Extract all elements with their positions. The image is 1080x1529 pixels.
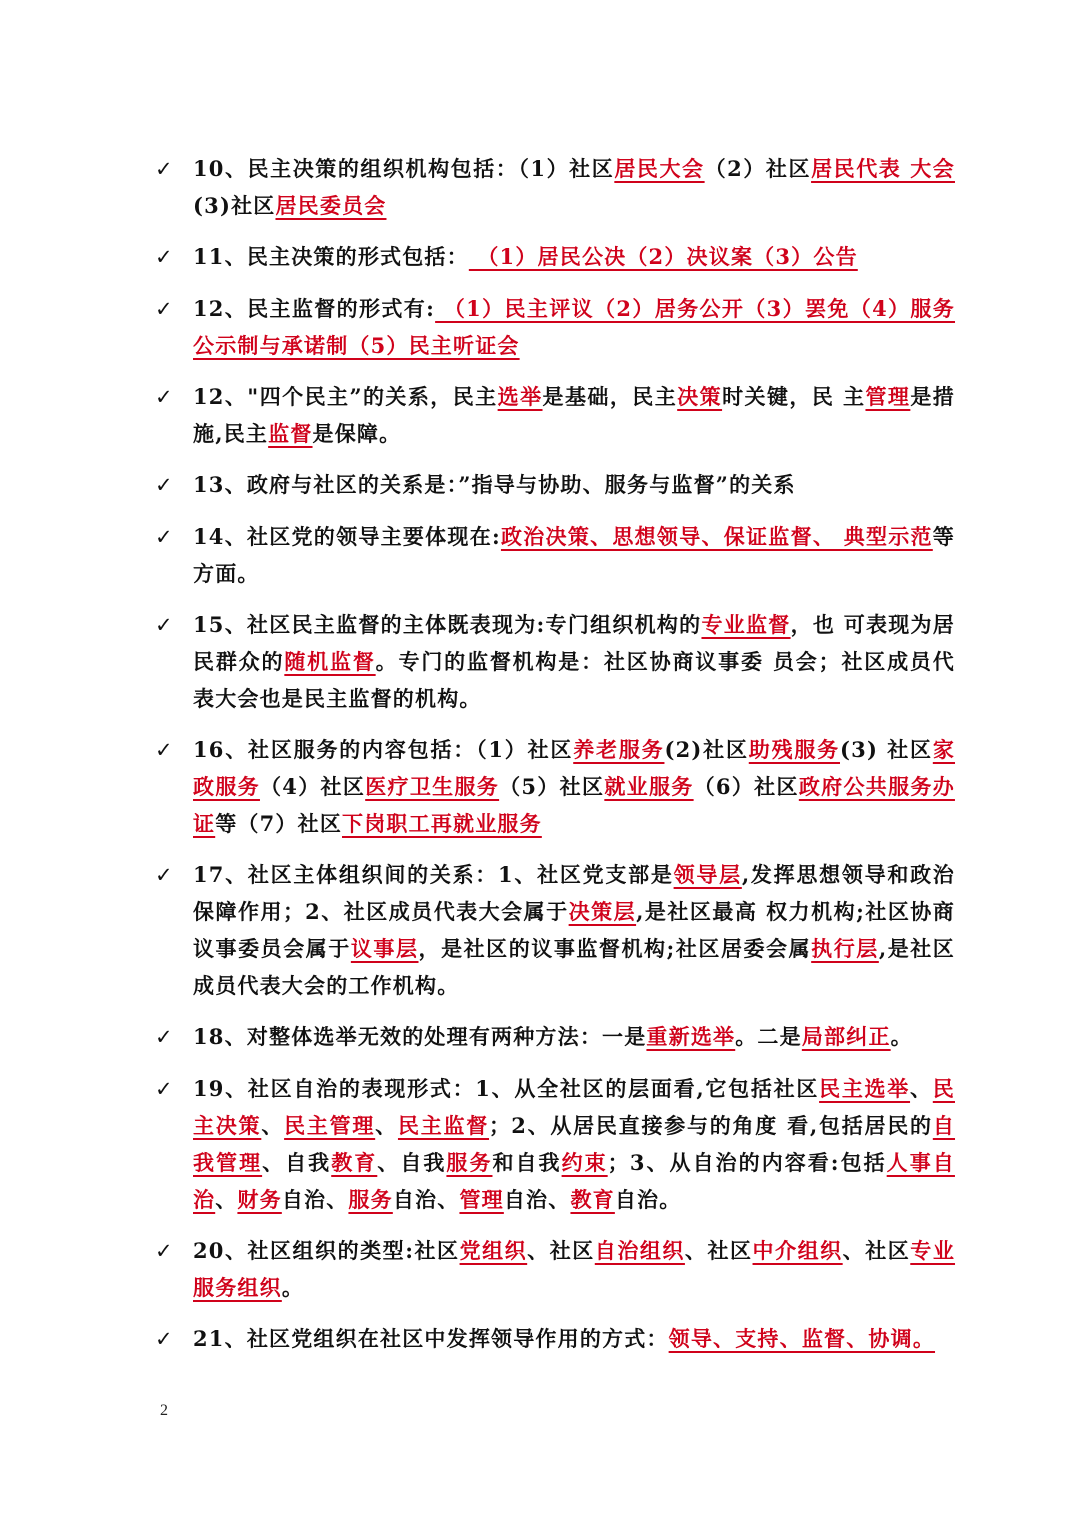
check-icon: ✓: [155, 297, 173, 321]
checklist: [155, 150, 955, 1372]
answer-text: 领导层: [673, 862, 742, 887]
question-text: 、: [261, 1113, 285, 1138]
list-item: [155, 731, 955, 842]
answer-text: 民主管理: [284, 1113, 376, 1138]
question-text: 自治、: [392, 1187, 460, 1212]
question-text: （4）社区: [259, 774, 366, 799]
list-item: [155, 150, 955, 224]
question-text: 11、民主决策的形式包括：: [193, 244, 469, 269]
question-text: 自治。: [614, 1187, 682, 1212]
question-text: 是基础，民主: [542, 384, 678, 409]
question-text: (3) 社区: [840, 737, 933, 762]
list-item: [155, 1070, 955, 1218]
answer-text: 决策: [677, 384, 723, 409]
question-text: 15、社区民主监督的主体既表现为:专门组织机构的: [193, 612, 702, 637]
list-item: [155, 378, 955, 452]
list-item: [155, 238, 955, 276]
check-icon: ✓: [155, 245, 173, 269]
item-text: [193, 606, 955, 717]
answer-text: 约束: [561, 1150, 608, 1175]
question-text: 等方面。: [193, 524, 955, 586]
item-text: [193, 1232, 955, 1306]
answer-text: 中介组织: [752, 1238, 843, 1263]
check-icon: ✓: [155, 525, 173, 549]
answer-text: 服务: [348, 1187, 393, 1212]
answer-text: 自治组织: [594, 1238, 685, 1263]
answer-text: 民主选举: [819, 1076, 911, 1101]
question-text: 、自我: [377, 1150, 447, 1175]
question-text: 、社区: [527, 1238, 595, 1263]
answer-text: 居民委员会: [275, 193, 387, 218]
question-text: ；2、从居民直接参与的角度 看,包括居民的: [489, 1113, 933, 1138]
question-text: 。: [281, 1275, 305, 1300]
list-item: [155, 606, 955, 717]
answer-text: 局部纠正: [801, 1024, 891, 1049]
answer-text: 党组织: [459, 1238, 528, 1263]
check-icon: ✓: [155, 1025, 173, 1049]
question-text: 。二是: [735, 1024, 802, 1049]
question-text: ，是社区的议事监督机构;社区居委会属: [418, 936, 812, 961]
item-text: [193, 518, 955, 592]
question-text: 是保障。: [312, 421, 402, 446]
question-text: 、社区: [684, 1238, 753, 1263]
list-item: [155, 466, 955, 504]
item-text: [193, 466, 955, 503]
answer-text: 居民代表 大会: [811, 156, 955, 181]
item-text: [193, 1320, 955, 1357]
question-text: 10、民主决策的组织机构包括：（1）社区: [193, 156, 615, 181]
question-text: 、: [375, 1113, 398, 1138]
answer-text: 财务: [237, 1187, 282, 1212]
question-text: 是措施,民主: [193, 384, 956, 446]
question-text: 20、社区组织的类型:社区: [193, 1238, 460, 1263]
question-text: 和自我: [492, 1150, 562, 1175]
list-item: [155, 1320, 955, 1358]
item-text: [193, 150, 955, 224]
question-text: 17、社区主体组织间的关系：1、社区党支部是: [193, 862, 674, 887]
answer-text: 服务: [446, 1150, 493, 1175]
answer-text: 家政服务: [193, 737, 956, 799]
answer-text: 教育: [331, 1150, 378, 1175]
question-text: （2）社区: [704, 156, 812, 181]
answer-text: 养老服务: [573, 737, 665, 762]
item-text: [193, 731, 955, 842]
item-text: [193, 290, 955, 364]
question-text: 12、"四个民主”的关系，民主: [193, 384, 498, 409]
answer-text: 居民大会: [614, 156, 705, 181]
answer-text: 选举: [497, 384, 543, 409]
question-text: 时关键，民 主: [722, 384, 866, 409]
answer-text: 监督: [268, 421, 313, 446]
check-icon: ✓: [155, 1239, 173, 1263]
answer-text: 自我管理: [193, 1113, 956, 1175]
answer-text: 政府公共服务办证: [193, 774, 955, 836]
list-item: [155, 1018, 955, 1056]
page-number: 2: [160, 1402, 168, 1419]
question-text: 、: [910, 1076, 933, 1101]
answer-text: 人事自治: [193, 1150, 955, 1212]
answer-text: 议事层: [350, 936, 419, 961]
question-text: ，也 可表现为居民群众的: [193, 612, 955, 674]
answer-text: （1）居民公决（2）决议案（3）公告: [468, 244, 858, 269]
question-text: 21、社区党组织在社区中发挥领导作用的方式：: [193, 1326, 669, 1351]
answer-text: 专业服务组织: [193, 1238, 956, 1300]
answer-text: 管理: [865, 384, 911, 409]
answer-text: 领导、支持、监督、协调。: [668, 1326, 936, 1351]
answer-text: 重新选举: [646, 1024, 736, 1049]
item-text: [193, 238, 955, 275]
answer-text: 政治决策、思想领导、保证监督、 典型示范: [500, 524, 933, 549]
question-text: 13、政府与社区的关系是：”指导与协助、服务与监督”的关系: [193, 472, 796, 497]
question-text: ；3、从自治的内容看:包括: [607, 1150, 887, 1175]
answer-text: 就业服务: [604, 774, 694, 799]
check-icon: ✓: [155, 1077, 173, 1101]
list-item: [155, 1232, 955, 1306]
question-text: 。: [890, 1024, 913, 1049]
answer-text: 管理: [459, 1187, 504, 1212]
question-text: ,发挥思想领导和政治保障作用；2、社区成员代表大会属于: [193, 862, 956, 924]
answer-text: 民主决策: [193, 1076, 955, 1138]
question-text: （6）社区: [693, 774, 799, 799]
check-icon: ✓: [155, 738, 173, 762]
list-item: [155, 856, 955, 1004]
answer-text: 专业监督: [701, 612, 791, 637]
check-icon: ✓: [155, 863, 173, 887]
list-item: [155, 290, 955, 364]
answer-text: 下岗职工再就业服务: [342, 811, 542, 836]
question-text: 、社区: [842, 1238, 911, 1263]
check-icon: ✓: [155, 1327, 173, 1351]
item-text: [193, 378, 955, 452]
answer-text: 执行层: [811, 936, 879, 961]
answer-text: 助残服务: [748, 737, 840, 762]
answer-text: 医疗卫生服务: [365, 774, 500, 799]
answer-text: 随机监督: [284, 649, 376, 674]
answer-text: 民主监督: [397, 1113, 490, 1138]
question-text: ,是社区最高 权力机构;社区协商议事委员会属于: [193, 899, 955, 961]
item-text: [193, 1070, 955, 1218]
check-icon: ✓: [155, 385, 173, 409]
question-text: （5）社区: [499, 774, 605, 799]
list-item: [155, 518, 955, 592]
question-text: 自治、: [281, 1187, 349, 1212]
answer-text: （1）民主评议（2）居务公开（3）罢免（4）服务公示制与承诺制（5）民主听证会: [193, 296, 956, 358]
answer-text: 决策层: [568, 899, 637, 924]
question-text: 、: [215, 1187, 238, 1212]
item-text: [193, 856, 955, 1004]
item-text: [193, 1018, 955, 1055]
answer-text: 教育: [570, 1187, 615, 1212]
question-text: ,是社区成员代表大会的工作机构。: [193, 936, 955, 998]
check-icon: ✓: [155, 473, 173, 497]
question-text: 、自我: [262, 1150, 332, 1175]
question-text: 19、社区自治的表现形式：1、从全社区的层面看,它包括社区: [193, 1076, 820, 1101]
question-text: 自治、: [503, 1187, 571, 1212]
question-text: 12、民主监督的形式有:: [193, 296, 436, 321]
question-text: 18、对整体选举无效的处理有两种方法：一是: [193, 1024, 647, 1049]
question-text: (2)社区: [664, 737, 749, 762]
check-icon: ✓: [155, 157, 173, 181]
question-text: 等（7）社区: [215, 811, 343, 836]
check-icon: ✓: [155, 613, 173, 637]
question-text: 14、社区党的领导主要体现在:: [193, 524, 501, 549]
question-text: 16、社区服务的内容包括：（1）社区: [193, 737, 574, 762]
question-text: 。专门的监督机构是：社区协商议事委 员会；社区成员代表大会也是民主监督的机构。: [193, 649, 955, 711]
question-text: (3)社区: [193, 193, 276, 218]
